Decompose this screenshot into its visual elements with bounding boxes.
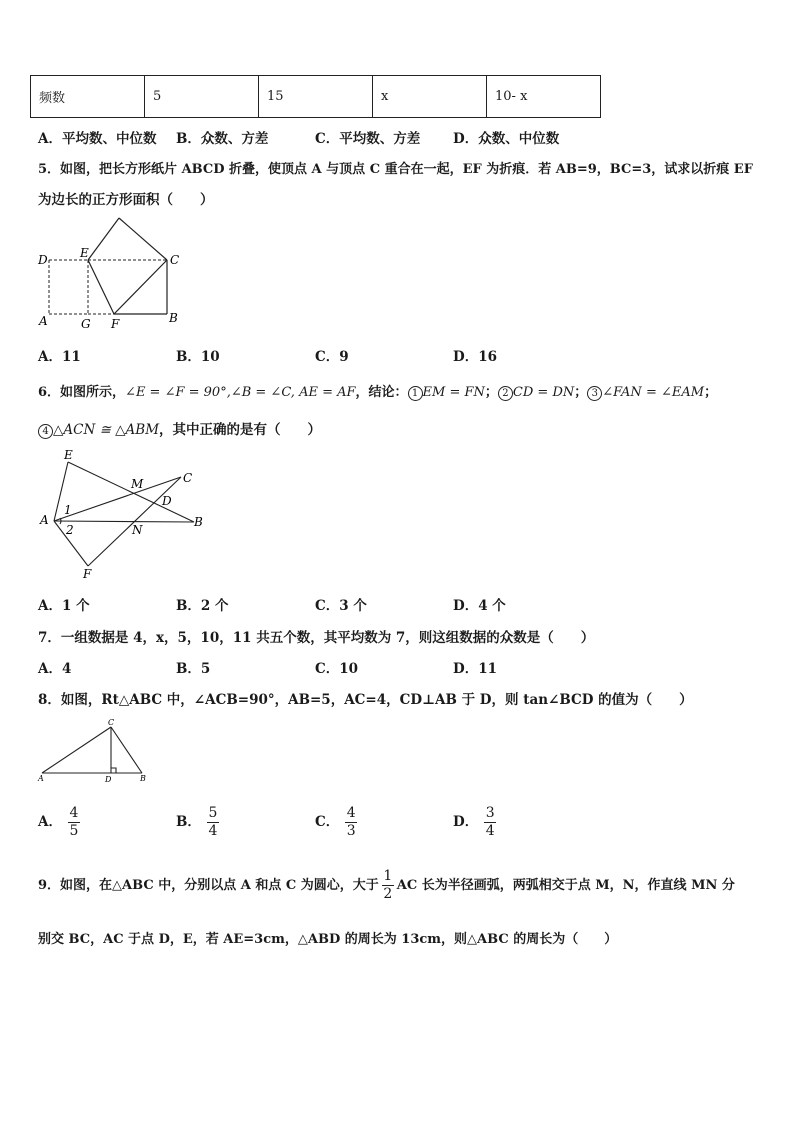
q7-option-c: C．10 (315, 661, 359, 677)
q5-figure (36, 214, 186, 332)
q6-option-d: D．4 个 (453, 598, 506, 614)
label-b: B (169, 311, 178, 325)
q6-condition: ∠E = ∠F = 90°,∠B = ∠C, AE = AF (125, 385, 356, 400)
label-c: C (170, 253, 180, 267)
numerator: 4 (69, 805, 79, 821)
label-a: A (38, 774, 44, 783)
denominator: 4 (485, 823, 495, 839)
numerator: 3 (485, 805, 495, 821)
q5-option-d: D．16 (453, 349, 497, 365)
label-f: F (83, 567, 92, 581)
option-label: D． (453, 814, 479, 830)
q6-option-b: B．2 个 (176, 598, 229, 614)
denominator: 3 (346, 823, 356, 839)
q4-option-b: B．众数、方差 (176, 131, 269, 147)
q7-text: 7．一组数据是 4，x，5，10，11 共五个数，其平均数为 7，则这组数据的众数是（ ） (38, 630, 595, 646)
fraction (68, 805, 80, 840)
q6-text-line2 (38, 418, 321, 439)
q5-text-line1: 5．如图，把长方形纸片 ABCD 折叠，使顶点 A 与顶点 C 重合在一起，EF 为折痕．若 AB=9，BC=3，试求以折痕 EF (38, 162, 753, 177)
q8-figure (36, 717, 151, 785)
label-c: C (183, 471, 193, 485)
frequency-table (30, 75, 601, 118)
numerator: 4 (346, 805, 356, 821)
q6-figure (36, 446, 216, 581)
q4-option-c: C．平均数、方差 (315, 131, 421, 147)
q9-text-line2: 别交 BC，AC 于点 D，E，若 AE=3cm，△ABD 的周长为 13cm，则△ABC 的周长为（ ） (38, 932, 618, 947)
label-e: E (80, 246, 89, 260)
q7-option-d: D．11 (453, 661, 497, 677)
q6-text-line1 (38, 381, 717, 401)
label-a: A (40, 513, 49, 527)
label-b: B (140, 774, 146, 783)
q9-text-line1 (38, 868, 735, 903)
option-label: A． (38, 814, 62, 830)
table-cell: 15 (259, 76, 373, 118)
option-label: C． (315, 814, 340, 830)
option-label: B． (176, 814, 201, 830)
q6-option-c: C．3 个 (315, 598, 367, 614)
table-cell: 10- x (487, 76, 601, 118)
numerator: 5 (208, 805, 218, 821)
q9-part2: AC 长为半径画弧，两弧相交于点 M，N，作直线 MN 分 (396, 878, 735, 893)
denominator: 5 (69, 823, 79, 839)
q6-conclusion-label: ，结论： (355, 385, 408, 400)
circled-number-3: 3 (587, 386, 602, 401)
q6-conclusion-2: CD = DN (512, 385, 575, 400)
q8-option-b (176, 805, 219, 840)
label-c: C (108, 718, 115, 727)
label-g: G (81, 317, 91, 331)
q6-sep: ； (484, 385, 498, 400)
q9-part1: 9．如图，在△ABC 中，分别以点 A 和点 C 为圆心，大于 (38, 878, 379, 893)
fraction (382, 868, 394, 903)
label-b: B (194, 515, 203, 529)
q6-option-a: A．1 个 (38, 598, 90, 614)
fraction (207, 805, 219, 840)
q4-option-a: A．平均数、中位数 (38, 131, 157, 147)
label-d: D (162, 494, 172, 508)
table-row (31, 76, 601, 118)
q5-option-b: B．10 (176, 349, 220, 365)
q7-option-b: B．5 (176, 661, 211, 677)
denominator: 4 (208, 823, 218, 839)
q5-option-a: A．11 (38, 349, 81, 365)
q6-conclusion-1: EM = FN (422, 385, 485, 400)
q6-sep: ； (704, 385, 718, 400)
q5-option-c: C．9 (315, 349, 349, 365)
q6-sep: ； (574, 385, 588, 400)
q8-option-d (453, 805, 496, 840)
circled-number-1: 1 (408, 386, 423, 401)
label-f: F (111, 317, 120, 331)
q6-prefix: 6．如图所示， (38, 385, 126, 400)
q6-conclusion-3: ∠FAN = ∠EAM (602, 385, 705, 400)
label-d: D (38, 253, 48, 267)
table-cell: x (373, 76, 487, 118)
circled-number-2: 2 (498, 386, 513, 401)
label-n: N (132, 523, 143, 537)
fraction (484, 805, 496, 840)
fraction (345, 805, 357, 840)
table-cell: 5 (145, 76, 259, 118)
q8-text: 8．如图，Rt△ABC 中，∠ACB=90°，AB=5，AC=4，CD⊥AB 于 D，则 tan∠BCD 的值为（ ） (38, 692, 693, 708)
numerator: 1 (383, 868, 393, 884)
q4-option-d: D．众数、中位数 (453, 131, 560, 147)
label-angle-2: 2 (66, 523, 74, 537)
circled-number-4: 4 (38, 424, 53, 439)
q8-option-c (315, 805, 357, 840)
q6-conclusion-4: △ACN ≅ △ABM (53, 422, 160, 438)
q7-option-a: A．4 (38, 661, 72, 677)
table-header-cell: 频数 (31, 76, 145, 118)
q5-text-line2: 为边长的正方形面积（ ） (38, 192, 214, 208)
label-e: E (64, 448, 73, 462)
label-angle-1: 1 (64, 503, 72, 517)
label-d: D (105, 775, 112, 784)
label-m: M (131, 477, 144, 491)
q6-suffix: ，其中正确的是有（ ） (159, 422, 322, 438)
label-a: A (39, 314, 48, 328)
q8-option-a (38, 805, 80, 840)
denominator: 2 (383, 886, 393, 902)
